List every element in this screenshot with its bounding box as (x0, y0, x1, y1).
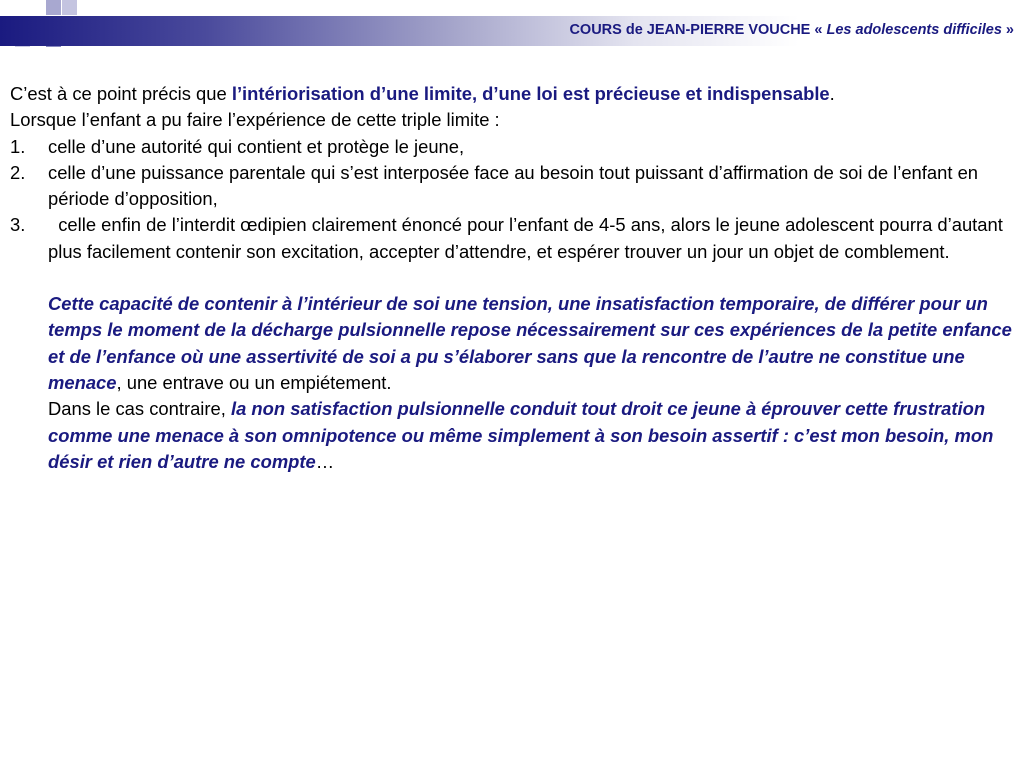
paragraph-lead: Lorsque l’enfant a pu faire l’expérience de cette triple limite : (10, 109, 500, 131)
list-item: 1. celle d’une autorité qui contient et protège le jeune, (10, 135, 465, 157)
list-item: 2. celle d’une puissance parentale qui s’est interposée face au besoin tout puissant d’affirmation de soi de l’enfant en période d’opposition, (10, 161, 979, 210)
paragraph-contrary: Dans le cas contraire, la non satisfaction pulsionnelle conduit tout droit ce jeune à éprouver cette frustration comme une menace à son omnipotence ou même simplement à son besoin assertif : c’est mon besoin, mon désir et rien d’autre ne compte… (48, 398, 994, 472)
slide-content (10, 81, 1015, 475)
page-title: COURS de JEAN-PIERRE VOUCHE « Les adolescents difficiles » (569, 22, 1014, 38)
corner-square-light (62, 0, 77, 15)
list-item: 3. celle enfin de l’interdit œdipien clairement énoncé pour l’enfant de 4-5 ans, alors le jeune adolescent pourra d’autant plus facilement contenir son excitation, accepter d’attendre, et espérer trouver un jour un objet de comblement. (10, 214, 1008, 262)
corner-square-light (46, 0, 61, 15)
paragraph-capacity: Cette capacité de contenir à l’intérieur de soi une tension, une insatisfaction temporaire, de différer pour un temps le moment de la décharge pulsionnelle repose nécessairement sur ces expériences de la petite enfance et de l’enfance où une assertivité de soi a pu s’élaborer sans que la rencontre de l’autre ne constitue une menace, une entrave ou un empiétement. (48, 293, 1012, 393)
paragraph-intro: C’est à ce point précis que l’intériorisation d’une limite, d’une loi est précieuse et indispensable. (10, 83, 835, 104)
spacer (10, 265, 1015, 291)
